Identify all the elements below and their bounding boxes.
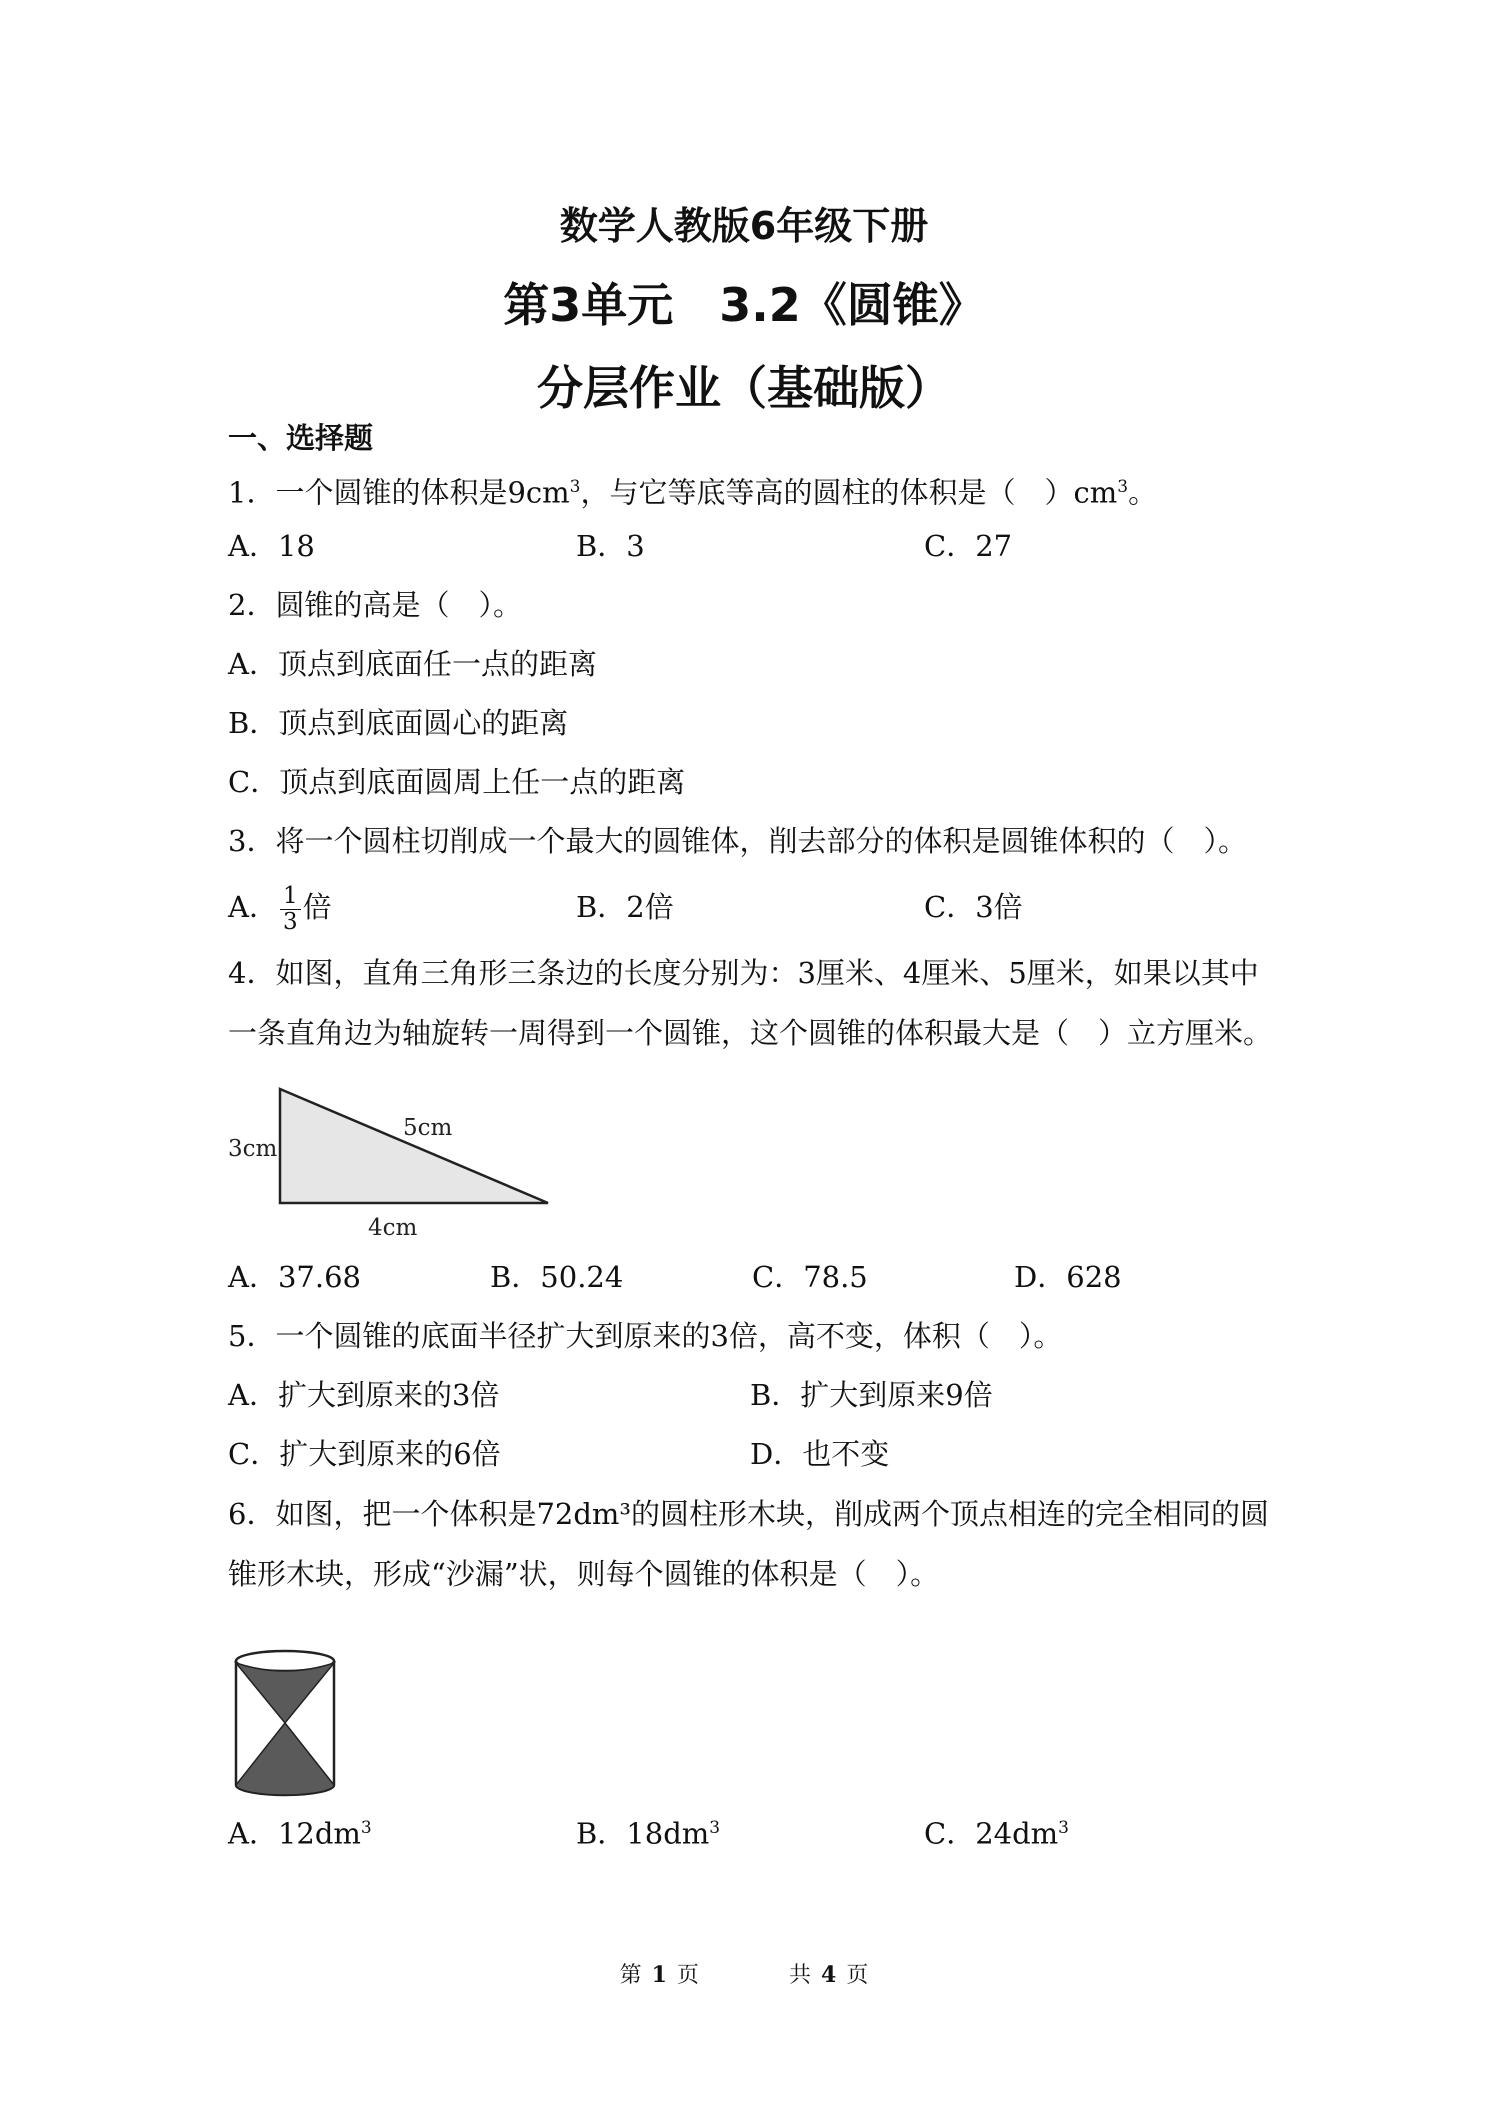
- section-heading: 一、选择题: [228, 421, 374, 455]
- option: C．$24dm^3$: [924, 1816, 1069, 1851]
- option: B．2倍: [576, 890, 674, 924]
- question-3-options: [228, 871, 1278, 943]
- option: B．$18dm^3$: [576, 1816, 721, 1851]
- question-6-stem: 6．如图，把一个体积是72dm³的圆柱形木块，削成两个顶点相连的完全相同的圆锥形木块，形成“沙漏”状，则每个圆锥的体积是（ ）。: [228, 1497, 1270, 1591]
- question-1-options: [228, 517, 1278, 576]
- option: C．扩大到原来的6倍: [228, 1437, 501, 1471]
- option: C．3倍: [924, 890, 1023, 924]
- label-3cm: 3cm: [228, 1136, 278, 1162]
- page-footer: 第 1 页 共 4 页: [619, 1962, 869, 1988]
- option: A．$12dm^3$: [228, 1816, 372, 1851]
- unit-title: 第3单元 3.2《圆锥》: [503, 278, 985, 332]
- question-6-options: [228, 1799, 1278, 1858]
- label-5cm: 5cm: [403, 1115, 453, 1141]
- question-4-stem: 4．如图，直角三角形三条边的长度分别为：3厘米、4厘米、5厘米，如果以其中一条直角边为轴旋转一周得到一个圆锥，这个圆锥的体积最大是（ ）立方厘米。: [228, 956, 1273, 1050]
- title-block: [0, 190, 1488, 428]
- question-1-stem: 1．一个圆锥的体积是$9cm^3$，与它等底等高的圆柱的体积是（ ）$cm^3$。: [228, 475, 1158, 510]
- question-3-stem: 3．将一个圆柱切削成一个最大的圆锥体，削去部分的体积是圆锥体积的（ ）。: [228, 824, 1247, 858]
- option: D．628: [1014, 1260, 1122, 1294]
- questions: [228, 418, 1278, 1858]
- label-4cm: 4cm: [368, 1215, 418, 1241]
- question-5-options: [228, 1366, 1278, 1425]
- total-pages: 4: [821, 1962, 837, 1988]
- option: D．也不变: [750, 1437, 890, 1471]
- option: B．顶点到底面圆心的距离: [228, 706, 569, 740]
- hourglass-diagram: [230, 1649, 340, 1799]
- fraction: $\frac{1}{3}$: [280, 884, 301, 935]
- question-2-stem: 2．圆锥的高是（ ）。: [228, 588, 522, 622]
- option: A．扩大到原来的3倍: [228, 1378, 500, 1412]
- homework-title: 分层作业（基础版）: [537, 361, 951, 415]
- option: B．3: [576, 529, 645, 563]
- option: C．27: [924, 529, 1013, 563]
- option: A． $\frac{1}{3}$ 倍: [228, 882, 332, 935]
- option: A．顶点到底面任一点的距离: [228, 647, 597, 681]
- option: C．78.5: [752, 1260, 868, 1294]
- triangle-figure: [228, 1063, 1278, 1248]
- triangle-diagram: [228, 1063, 648, 1248]
- option: A．37.68: [228, 1260, 361, 1294]
- doc-title: 数学人教版6年级下册: [559, 204, 929, 248]
- option: B．扩大到原来9倍: [750, 1378, 993, 1412]
- question-5-stem: 5．一个圆锥的底面半径扩大到原来的3倍，高不变，体积（ ）。: [228, 1319, 1063, 1353]
- hourglass-figure: [228, 1604, 1278, 1799]
- question-4-options: [228, 1248, 1278, 1307]
- option: A．18: [228, 529, 315, 563]
- page-number: 1: [651, 1962, 667, 1988]
- question-5-options: [228, 1425, 1278, 1484]
- option: C．顶点到底面圆周上任一点的距离: [228, 765, 686, 799]
- option: B．50.24: [490, 1260, 624, 1294]
